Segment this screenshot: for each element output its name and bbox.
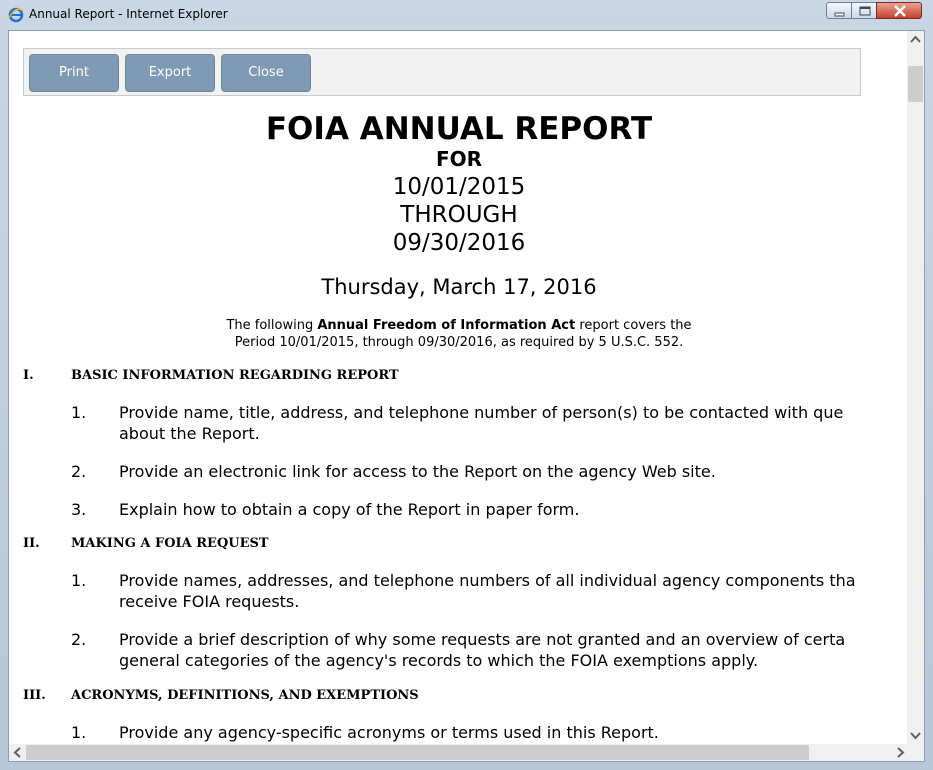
close-button[interactable]: Close <box>221 54 311 92</box>
title-bar[interactable] <box>0 0 933 30</box>
scroll-left-icon[interactable] <box>9 744 26 761</box>
item-number: 1. <box>71 403 87 422</box>
report-content <box>9 31 909 744</box>
item-text: Provide an electronic link for access to the Report on the agency Web site. <box>119 462 716 481</box>
vertical-scroll-thumb[interactable] <box>908 66 923 102</box>
item-number: 1. <box>71 571 87 590</box>
item-text: Provide a brief description of why some requests are not granted and an overview of certa <box>119 630 846 649</box>
intro-suffix: report covers the <box>575 318 692 333</box>
item-number: 3. <box>71 500 87 519</box>
scroll-down-icon[interactable] <box>907 727 924 744</box>
report-toolbar <box>23 48 861 96</box>
scroll-up-icon[interactable] <box>907 31 924 48</box>
report-end-date: 09/30/2016 <box>392 230 526 256</box>
item-text-continued: about the Report. <box>119 424 260 443</box>
section-number: III. <box>23 688 46 703</box>
window-close-button[interactable] <box>876 2 922 19</box>
horizontal-scrollbar[interactable] <box>9 744 909 761</box>
item-text: Provide name, title, address, and telephone number of person(s) to be contacted with que <box>119 403 844 422</box>
intro-bold: Annual Freedom of Information Act <box>317 318 576 333</box>
item-number: 1. <box>71 723 87 742</box>
close-icon <box>877 3 923 20</box>
item-text: Provide names, addresses, and telephone numbers of all individual agency components tha <box>119 571 856 590</box>
print-button[interactable]: Print <box>29 54 119 92</box>
section-number: I. <box>23 368 34 383</box>
horizontal-scroll-thumb[interactable] <box>26 745 809 760</box>
section-title: BASIC INFORMATION REGARDING REPORT <box>71 368 399 383</box>
maximize-button[interactable] <box>851 2 877 19</box>
minimize-icon <box>827 3 853 20</box>
item-number: 2. <box>71 630 87 649</box>
item-text: Explain how to obtain a copy of the Report in paper form. <box>119 500 580 519</box>
item-text-continued: receive FOIA requests. <box>119 592 300 611</box>
minimize-button[interactable] <box>826 2 852 19</box>
report-generated-date: Thursday, March 17, 2016 <box>321 275 597 299</box>
item-number: 2. <box>71 462 87 481</box>
report-for: FOR <box>435 147 483 171</box>
report-intro <box>9 317 909 351</box>
report-through: THROUGH <box>400 202 518 228</box>
report-title: FOIA ANNUAL REPORT <box>265 111 653 147</box>
window-title: Annual Report - Internet Explorer <box>29 7 228 21</box>
section-title: MAKING A FOIA REQUEST <box>71 536 269 551</box>
vertical-scrollbar[interactable] <box>907 31 924 744</box>
maximize-icon <box>852 3 878 20</box>
export-button[interactable]: Export <box>125 54 215 92</box>
scrollbar-corner <box>907 744 924 761</box>
page-viewport <box>8 30 925 762</box>
item-text-continued: general categories of the agency's records to which the FOIA exemptions apply. <box>119 651 759 670</box>
ie-icon <box>8 7 24 23</box>
intro-prefix: The following <box>226 318 318 333</box>
intro-line2: Period 10/01/2015, through 09/30/2016, as required by 5 U.S.C. 552. <box>234 335 684 350</box>
report-start-date: 10/01/2015 <box>392 174 526 200</box>
item-text: Provide any agency-specific acronyms or terms used in this Report. <box>119 723 659 742</box>
section-title: ACRONYMS, DEFINITIONS, AND EXEMPTIONS <box>71 688 419 703</box>
section-number: II. <box>23 536 40 551</box>
